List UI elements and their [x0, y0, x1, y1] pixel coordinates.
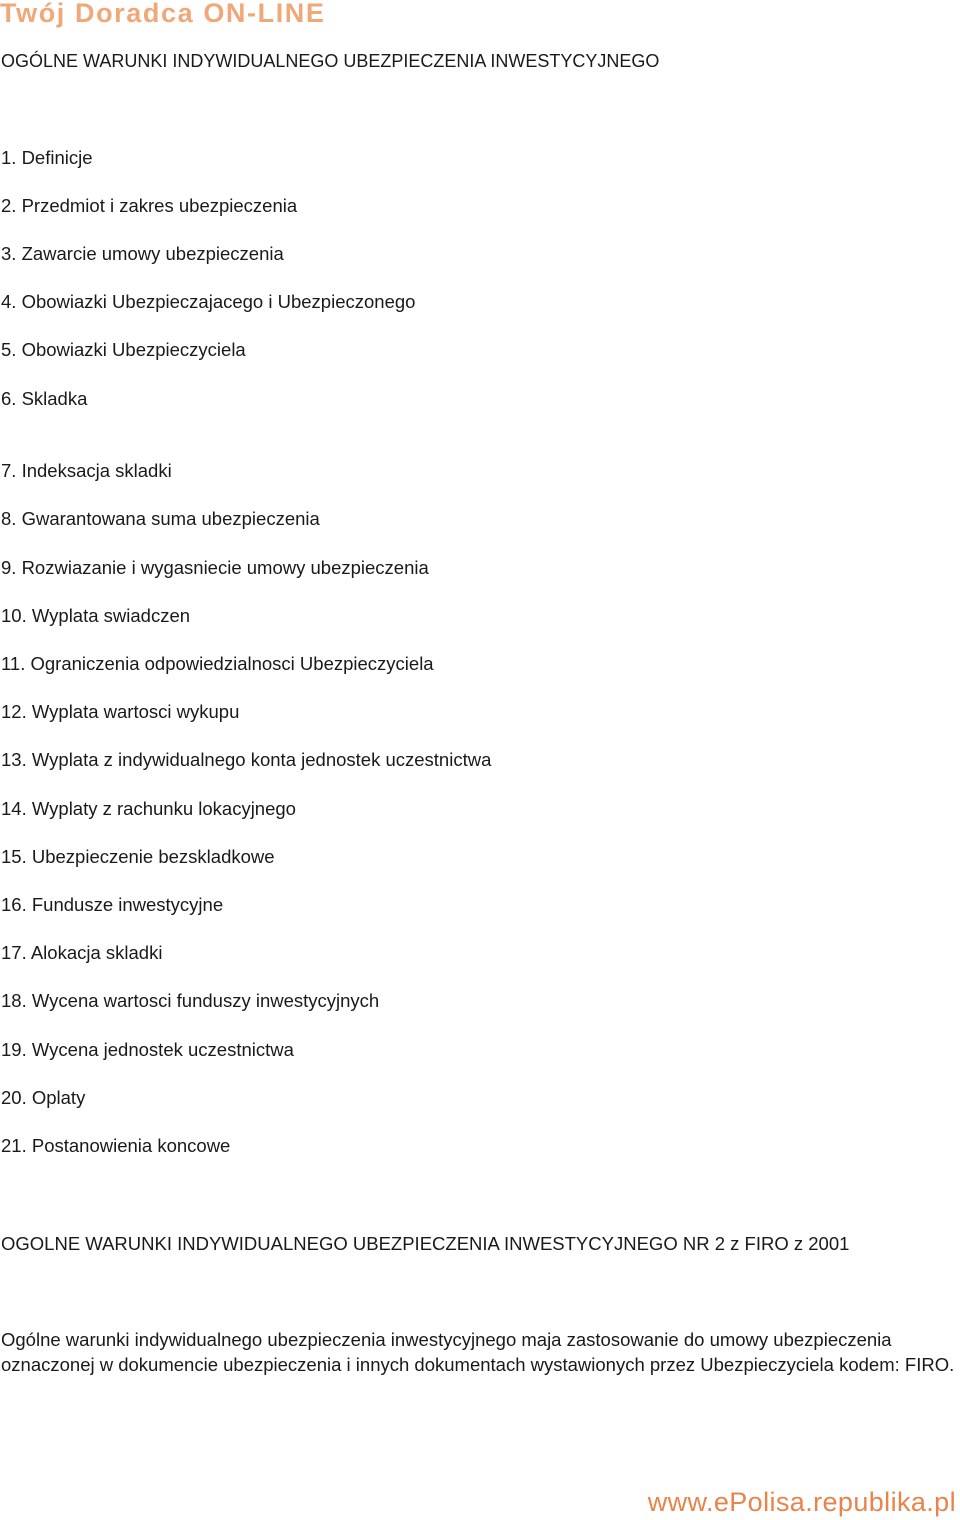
toc-item-definicje: 1. Definicje — [1, 147, 93, 168]
toc-item-przedmiot: 2. Przedmiot i zakres ubezpieczenia — [1, 195, 298, 216]
toc-item-obowiazki-ubezpieczajacego: 4. Obowiazki Ubezpieczajacego i Ubezpieczonego — [1, 291, 416, 312]
toc-item-wyplaty-rachunku: 14. Wyplaty z rachunku lokacyjnego — [1, 798, 296, 819]
toc-item-wyplata-swiadczen: 10. Wyplata swiadczen — [1, 605, 191, 626]
footer-site-url: www.ePolisa.republika.pl — [647, 1487, 956, 1517]
toc-item-alokacja: 17. Alokacja skladki — [1, 942, 163, 963]
document-title: OGÓLNE WARUNKI INDYWIDUALNEGO UBEZPIECZENIA INWESTYCYJNEGO — [1, 51, 660, 71]
toc-item-wycena-jednostek: 19. Wycena jednostek uczestnictwa — [1, 1039, 294, 1060]
toc-item-wycena-funduszy: 18. Wycena wartosci funduszy inwestycyjnych — [1, 990, 380, 1011]
toc-item-wyplata-konta: 13. Wyplata z indywidualnego konta jednostek uczestnictwa — [1, 749, 492, 770]
toc-item-indeksacja: 7. Indeksacja skladki — [1, 460, 172, 481]
toc-item-obowiazki-ubezpieczyciela: 5. Obowiazki Ubezpieczyciela — [1, 339, 246, 360]
toc-item-rozwiazanie: 9. Rozwiazanie i wygasniecie umowy ubezpieczenia — [1, 557, 429, 578]
toc-item-ograniczenia: 11. Ograniczenia odpowiedzialnosci Ubezpieczyciela — [1, 653, 434, 674]
site-title: Twój Doradca ON-LINE — [0, 0, 326, 28]
toc-item-skladka: 6. Skladka — [1, 388, 88, 409]
toc-item-postanowienia: 21. Postanowienia koncowe — [1, 1135, 231, 1156]
toc-item-bezskladkowe: 15. Ubezpieczenie bezskladkowe — [1, 846, 275, 867]
toc-item-fundusze: 16. Fundusze inwestycyjne — [1, 894, 224, 915]
toc-item-oplaty: 20. Oplaty — [1, 1087, 86, 1108]
intro-paragraph: Ogólne warunki indywidualnego ubezpieczenia inwestycyjnego maja zastosowanie do umowy ubezpieczenia oznaczonej w dokumencie ubezpieczenia i innych dokumentach wystawionych przez Ubezpieczyciela kodem: FIRO. — [1, 1329, 955, 1375]
toc-item-zawarcie: 3. Zawarcie umowy ubezpieczenia — [1, 243, 284, 264]
toc-item-gwarantowana-suma: 8. Gwarantowana suma ubezpieczenia — [1, 508, 320, 529]
section-heading: OGOLNE WARUNKI INDYWIDUALNEGO UBEZPIECZENIA INWESTYCYJNEGO NR 2 z FIRO z 2001 — [1, 1233, 850, 1254]
toc-item-wyplata-wykupu: 12. Wyplata wartosci wykupu — [1, 701, 240, 722]
